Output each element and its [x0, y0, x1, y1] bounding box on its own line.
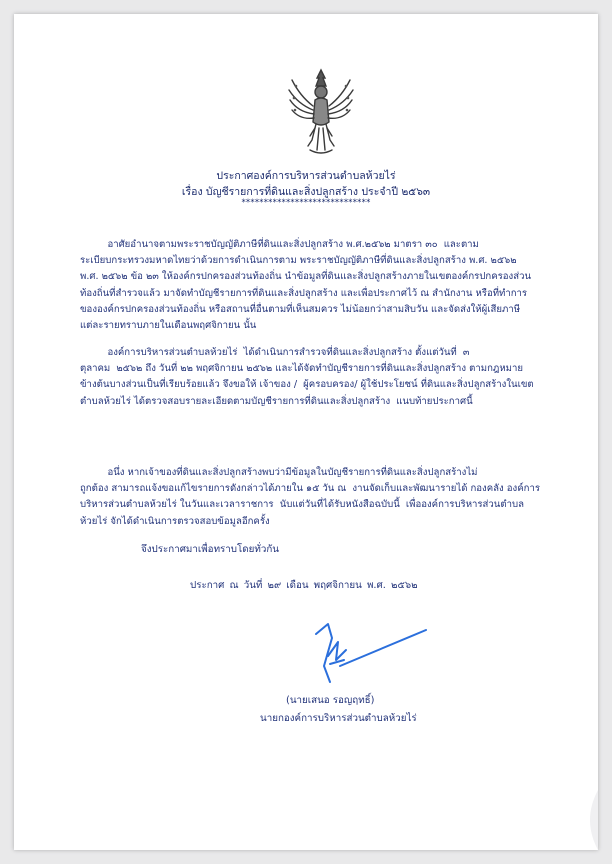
signatory-position: นายกองค์การบริหารส่วนตำบลห้วยไร่: [260, 713, 417, 724]
announcement-title: ประกาศองค์การบริหารส่วนตำบลห้วยไร่: [216, 170, 396, 182]
public-notice-line: จึงประกาศมาเพื่อทราบโดยทั่วกัน: [141, 544, 279, 555]
handwritten-signature: [310, 620, 430, 692]
star-separator: *****************************: [241, 198, 371, 208]
paragraph-correction: อนึ่ง หากเจ้าของที่ดินและสิ่งปลูกสร้างพบว่ามีข้อมูลในบัญชีรายการที่ดินและสิ่งปลูกสร้างไม่ ถูกต้อง สามารถแจ้งขอแก้ไขรายการดังกล่าวได้ภายใน ๑๕ วัน ณ งานจัดเก็บและพัฒนารายได้ กองคลัง องค์การ บริหารส่วนตำบลห้วยไร่ ในวันและเวลาราชการ นับแต่วันที่ได้รับหนังสือฉบับนี้ เพื่อองค์การบริหารส่วนตำบล ห้วยไร่ จักได้ดำเนินการตรวจสอบข้อมูลอีกครั้ง: [80, 467, 540, 527]
garuda-emblem-icon: [286, 66, 356, 158]
signatory-name: (นายเสนอ รอญฤทธิ์): [286, 695, 375, 706]
page-corner-shadow: [578, 790, 598, 850]
document-page: [14, 14, 598, 850]
announcement-subject: เรื่อง บัญชีรายการที่ดินและสิ่งปลูกสร้าง ประจำปี ๒๕๖๓: [181, 186, 431, 198]
paragraph-survey: องค์การบริหารส่วนตำบลห้วยไร่ ได้ดำเนินการสำรวจที่ดินและสิ่งปลูกสร้าง ตั้งแต่วันที่ ๓ ตุลาคม ๒๕๖๒ ถึง วันที่ ๒๒ พฤศจิกายน ๒๕๖๒ และได้จัดทำบัญชีรายการที่ดินและสิ่งปลูกสร้าง ตามกฎหมาย ข้างต้นบางส่วนเป็นที่เรียบร้อยแล้ว จึงขอให้ เจ้าของ / ผู้ครอบครอง/ ผู้ใช้ประโยชน์ ที่ดินและสิ่งปลูกสร้างในเขต ตำบลห้วยไร่ ได้ตรวจสอบรายละเอียดตามบัญชีรายการที่ดินและสิ่งปลูกสร้าง แนบท้ายประกาศนี้: [80, 347, 534, 407]
announcement-date: ประกาศ ณ วันที่ ๒๙ เดือน พฤศจิกายน พ.ศ. ๒๕๖๒: [190, 580, 418, 591]
paragraph-legal-basis: อาศัยอำนาจตามพระราชบัญญัติภาษีที่ดินและสิ่งปลูกสร้าง พ.ศ.๒๕๖๒ มาตรา ๓๐ และตาม ระเบียบกระทรวงมหาดไทยว่าด้วยการดำเนินการตาม พระราชบัญญัติภาษีที่ดินและสิ่งปลูกสร้าง พ.ศ. ๒๕๖๒ พ.ศ. ๒๕๖๒ ข้อ ๒๓ ให้องค์กรปกครองส่วนท้องถิ่น นำข้อมูลที่ดินและสิ่งปลูกสร้างภายในเขตองค์กรปกครองส่วน ท้องถิ่นที่สำรวจแล้ว มาจัดทำบัญชีรายการที่ดินและสิ่งปลูกสร้าง และเพื่อประกาศไว้ ณ สำนักงาน หรือที่ทำการ ขององค์กรปกครองส่วนท้องถิ่น หรือสถานที่อื่นตามที่เห็นสมควร ไม่น้อยกว่าสามสิบวัน และจัดส่งให้ผู้เสียภาษี แต่ละรายทราบภายในเดือนพฤศจิกายน นั้น: [80, 239, 532, 332]
